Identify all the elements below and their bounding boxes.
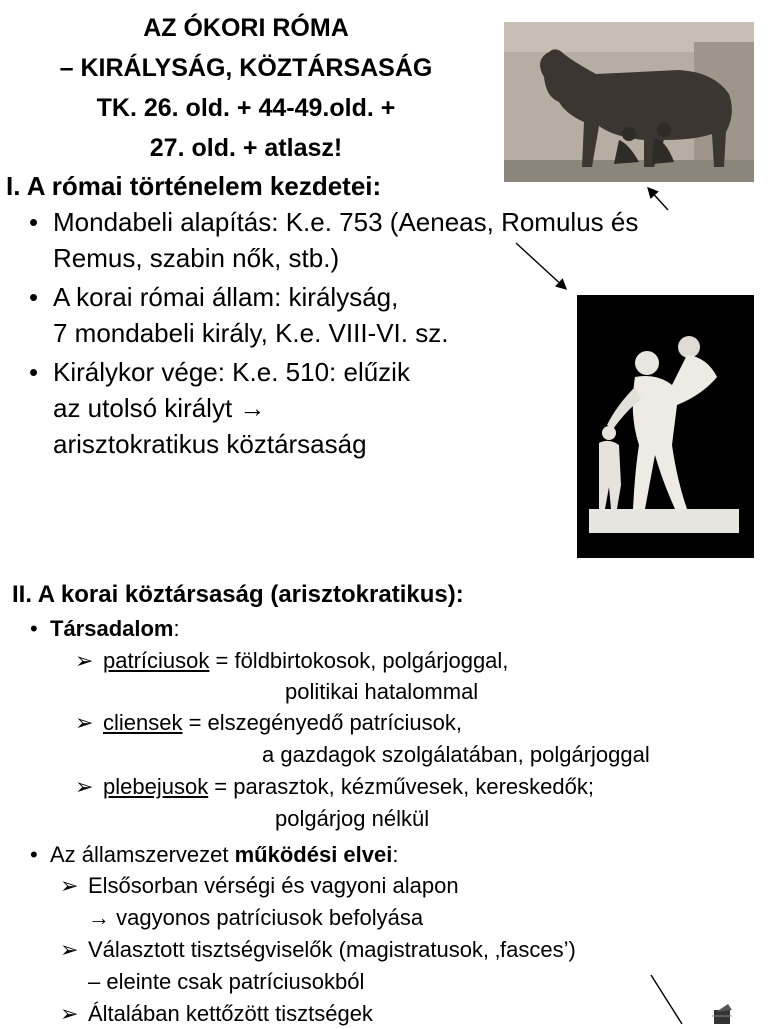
- capitoline-wolf-photo: [504, 22, 754, 182]
- continuation-patricians: politikai hatalommal: [285, 679, 479, 704]
- society-colon: :: [173, 616, 180, 641]
- section-2-heading: II. A korai köztársaság (arisztokratikus):: [12, 581, 464, 608]
- arrow-to-fasces: [651, 975, 682, 1024]
- arrow-bullet-icon: ➢: [60, 873, 79, 898]
- section-1-heading: I. A római történelem kezdetei:: [6, 171, 382, 201]
- title-line-1: AZ ÓKORI RÓMA: [143, 14, 349, 42]
- term-clients: cliensek: [103, 710, 183, 735]
- society-bullet: [30, 614, 180, 644]
- bullet-3-line-3: arisztokratikus köztársaság: [53, 429, 367, 459]
- continuation-clients: a gazdagok szolgálatában, polgárjoggal: [262, 742, 650, 767]
- bullet-3-line-2: az utolsó királyt →: [53, 393, 266, 423]
- title-line-4: 27. old. + atlasz!: [149, 134, 343, 162]
- state-item-1-line-1: Elsősorban vérségi és vagyoni alapon: [88, 873, 459, 898]
- society-item-patricians: [75, 646, 509, 676]
- state-prefix: Az államszervezet: [50, 842, 235, 867]
- society-label: Társadalom: [50, 616, 174, 641]
- continuation-plebeians: polgárjog nélkül: [275, 806, 430, 831]
- state-item-2-line-1: Választott tisztségviselők (magistratusok, ‚fasces’): [88, 937, 576, 962]
- state-item-3: [60, 999, 373, 1029]
- bullet-3-line-1: • Királykor vége: K.e. 510: elűzik: [53, 357, 410, 387]
- bullet-dot: •: [30, 616, 38, 641]
- arrow-bullet-icon: ➢: [75, 648, 94, 673]
- list-item: [0, 354, 768, 462]
- term-patricians: patríciusok: [103, 648, 210, 673]
- state-item-1: [60, 871, 459, 901]
- bullet-1-line-1: • Mondabeli alapítás: K.e. 753 (Aeneas, Romulus és: [53, 207, 639, 237]
- state-item-3-line-1: Általában kettőzött tisztségek: [88, 1001, 373, 1026]
- definition-clients: = elszegényedő patríciusok,: [182, 710, 462, 735]
- section-1-bullet-list: [0, 204, 768, 465]
- society-item-clients: [75, 708, 462, 738]
- arrow-bullet-icon: ➢: [75, 710, 94, 735]
- definition-plebeians: = parasztok, kézművesek, kereskedők;: [208, 774, 594, 799]
- bullet-dot: •: [30, 842, 38, 867]
- state-item-2: [60, 935, 576, 965]
- definition-patricians: = földbirtokosok, polgárjoggal,: [209, 648, 509, 673]
- state-item-1-line-2: → vagyonos patríciusok befolyása: [88, 905, 424, 930]
- title-line-3: TK. 26. old. + 44-49.old. +: [96, 94, 396, 122]
- page-title: [0, 8, 492, 168]
- state-colon: :: [392, 842, 399, 867]
- title-line-2: – KIRÁLYSÁG, KÖZTÁRSASÁG: [59, 54, 433, 82]
- term-plebeians: plebejusok: [103, 774, 209, 799]
- state-item-2-line-2: – eleinte csak patríciusokból: [88, 969, 365, 994]
- arrow-bullet-icon: ➢: [60, 937, 79, 962]
- list-item: [0, 204, 768, 276]
- arrow-bullet-icon: ➢: [75, 774, 94, 799]
- state-bullet: [30, 840, 399, 870]
- list-item: [0, 279, 768, 351]
- bullet-2-line-2: 7 mondabeli király, K.e. VIII-VI. sz.: [53, 318, 449, 348]
- bullet-1-line-2: Remus, szabin nők, stb.): [53, 243, 340, 273]
- society-item-plebeians: [75, 772, 594, 802]
- fasces-icon: [712, 1004, 732, 1024]
- state-bold-label: működési elvei: [234, 842, 393, 867]
- arrow-bullet-icon: ➢: [60, 1001, 79, 1026]
- bullet-2-line-1: • A korai római állam: királyság,: [53, 282, 399, 312]
